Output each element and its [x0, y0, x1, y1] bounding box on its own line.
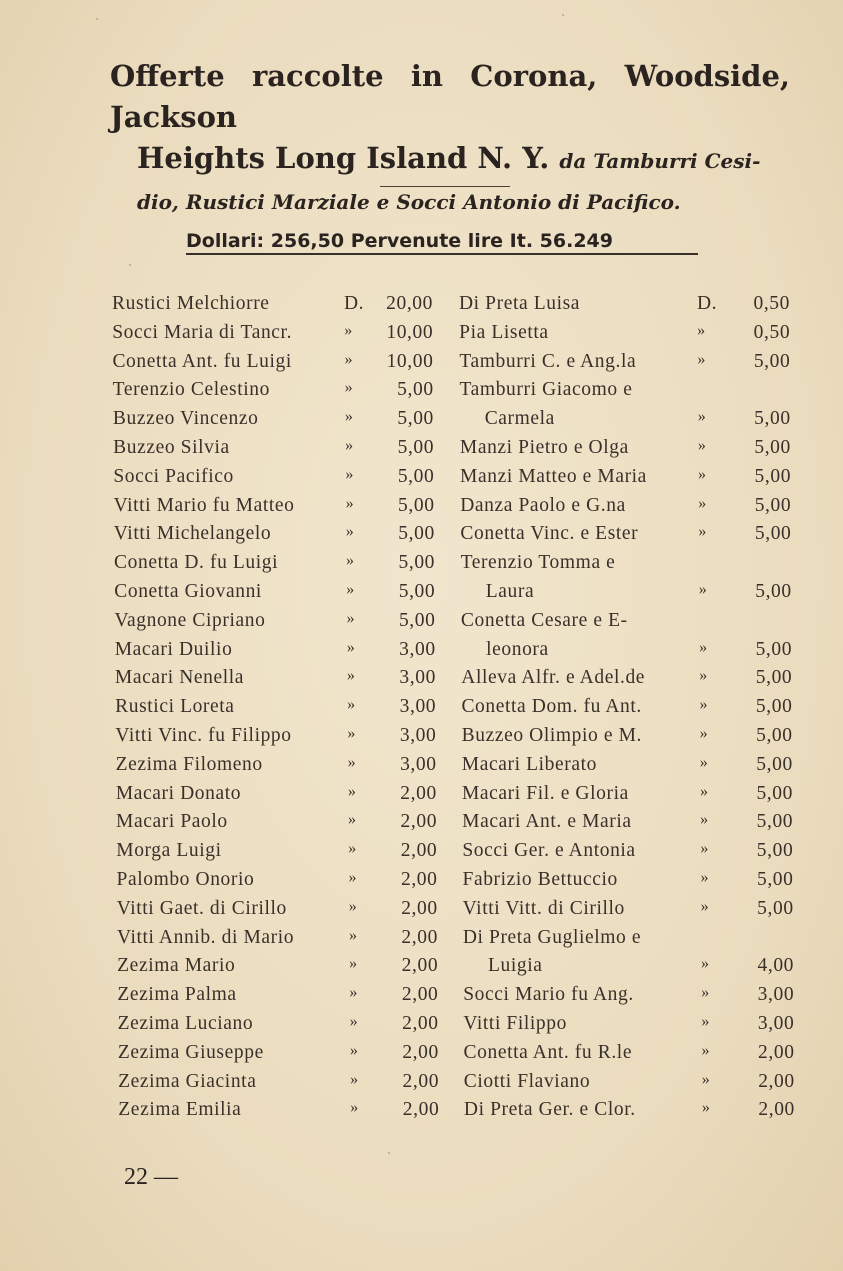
ditto-mark: »: [348, 926, 358, 944]
right-list-item: [0, 898, 843, 927]
donor-name: Danza Paolo e G.na: [460, 494, 626, 516]
ditto-mark: D.: [697, 293, 718, 314]
ditto-mark: »: [347, 782, 357, 800]
donation-amount: 20,00: [386, 293, 433, 314]
donor-name: Di Preta Luisa: [459, 293, 581, 314]
donor-name: Macari Donato: [115, 782, 242, 804]
donor-name: Vitti Gaet. di Cirillo: [116, 897, 287, 919]
donation-amount: 5,00: [754, 465, 792, 487]
donor-name: Vitti Mario fu Matteo: [113, 494, 295, 516]
donor-name: Ciotti Flaviano: [463, 1070, 591, 1092]
donor-name: Macari Liberato: [461, 753, 597, 775]
donor-name: Vagnone Cipriano: [114, 609, 266, 631]
donor-name: Zezima Filomeno: [115, 753, 263, 775]
donation-amount: 5,00: [754, 408, 791, 430]
donor-name: Zezima Palma: [117, 984, 237, 1006]
donation-amount: 2,00: [401, 897, 438, 919]
ditto-mark: »: [348, 840, 357, 858]
ditto-mark: »: [345, 437, 354, 454]
ditto-mark: »: [345, 465, 354, 483]
right-list-item: [0, 466, 843, 495]
ditto-mark: »: [346, 581, 355, 598]
donation-amount: 3,00: [399, 667, 436, 689]
ditto-mark: »: [346, 638, 356, 656]
donation-amount: 4,00: [757, 955, 795, 977]
donation-amount: 3,00: [399, 638, 436, 660]
right-list-item: [0, 552, 843, 581]
ditto-mark: »: [697, 408, 707, 426]
ditto-mark: »: [346, 552, 355, 570]
ditto-mark: »: [348, 869, 358, 886]
donation-amount: 2,00: [758, 1099, 795, 1121]
ditto-mark: »: [344, 379, 354, 397]
donation-amount: 5,00: [756, 782, 793, 804]
donor-name: Morga Luigi: [116, 840, 222, 862]
donation-amount: 3,00: [400, 753, 437, 775]
donation-amount: 2,00: [400, 811, 438, 833]
donor-name: Vitti Vinc. fu Filippo: [115, 725, 292, 746]
ditto-mark: »: [344, 350, 354, 368]
donor-name: Luigia: [488, 955, 543, 977]
ditto-mark: »: [699, 638, 708, 656]
donor-name: Terenzio Tomma e: [460, 552, 616, 574]
ditto-mark: »: [701, 1041, 711, 1059]
ditto-mark: »: [701, 955, 710, 973]
donation-amount: 2,00: [402, 1013, 439, 1034]
right-list-item: [0, 495, 843, 524]
ditto-mark: »: [699, 696, 709, 714]
ditto-mark: »: [701, 984, 710, 1002]
ditto-mark: »: [699, 725, 709, 742]
donation-amount: 5,00: [755, 667, 793, 689]
ditto-mark: »: [349, 955, 358, 973]
donor-name: Macari Ant. e Maria: [462, 811, 632, 833]
donor-name: Vitti Annib. di Mario: [116, 926, 295, 948]
donor-name: Palombo Onorio: [116, 869, 255, 890]
donation-amount: 3,00: [399, 725, 437, 746]
right-list-item: [0, 667, 843, 696]
donation-amount: 5,00: [756, 811, 794, 833]
donor-name: Fabrizio Bettuccio: [462, 869, 618, 890]
donor-name: Di Preta Ger. e Clor.: [463, 1099, 636, 1121]
donor-name: Buzzeo Olimpio e M.: [461, 725, 642, 746]
title-line-2-bold: Heights Long Island N. Y.: [137, 141, 550, 175]
right-list-item: [0, 811, 843, 840]
title-line-1: Offerte raccolte in Corona, Woodside, Jackson: [110, 59, 790, 134]
donation-amount: 2,00: [400, 782, 437, 804]
donation-amount: 3,00: [399, 696, 437, 718]
ditto-mark: »: [700, 897, 710, 915]
donor-name: Zezima Luciano: [117, 1013, 254, 1034]
donor-name: Conetta Vinc. e Ester: [460, 523, 639, 545]
donor-name: Zezima Giacinta: [118, 1070, 257, 1092]
donation-amount: 2,00: [402, 1041, 439, 1063]
donor-name: Laura: [485, 581, 535, 602]
donor-name: Manzi Matteo e Maria: [460, 465, 647, 487]
right-list-item: [0, 783, 843, 812]
right-list-item: [0, 840, 843, 869]
donor-name: Conetta Giovanni: [114, 581, 262, 602]
total-summary: Dollari: 256,50 Pervenute lire It. 56.249: [186, 230, 698, 255]
ditto-mark: »: [698, 581, 708, 598]
donor-name: Conetta Dom. fu Ant.: [461, 696, 642, 718]
ditto-mark: »: [344, 321, 353, 339]
donor-name: Socci Ger. e Antonia: [462, 840, 636, 862]
title-line-2-italic: da Tamburri Cesi-: [559, 149, 761, 173]
donor-name: Macari Duilio: [114, 638, 233, 660]
donation-amount: 0,50: [753, 321, 791, 343]
right-list-item: [0, 379, 843, 408]
right-list-item: [0, 581, 843, 610]
ditto-mark: »: [699, 753, 709, 771]
right-list-item: [0, 610, 843, 639]
donation-amount: 2,00: [401, 984, 439, 1006]
ditto-mark: »: [700, 840, 709, 858]
donation-amount: 2,00: [402, 1099, 440, 1121]
donation-amount: 3,00: [757, 984, 795, 1006]
title-line-3: dio, Rustici Marziale e Socci Antonio di Pacifico.: [137, 190, 681, 214]
ditto-mark: »: [345, 494, 355, 512]
donation-amount: 2,00: [401, 955, 439, 977]
donor-name: Socci Maria di Tancr.: [112, 321, 293, 343]
paper-speck: [388, 1152, 390, 1154]
donor-name: Zezima Mario: [117, 955, 236, 977]
donor-name: Buzzeo Silvia: [113, 437, 230, 458]
donation-amount: 2,00: [758, 1041, 795, 1063]
ditto-mark: »: [344, 408, 354, 426]
donation-amount: 5,00: [756, 725, 793, 746]
paper-speck: [96, 18, 98, 20]
ditto-mark: »: [697, 321, 706, 339]
separator-rule: [380, 186, 510, 187]
donation-amount: 5,00: [754, 437, 791, 458]
ditto-mark: »: [701, 1013, 710, 1030]
ditto-mark: »: [350, 1099, 359, 1117]
donation-amount: 5,00: [398, 552, 436, 574]
ditto-mark: »: [700, 869, 710, 886]
donor-name: Pia Lisetta: [459, 321, 549, 343]
right-list-item: [0, 984, 843, 1013]
donation-amount: 2,00: [402, 1070, 440, 1092]
donor-name: Macari Fil. e Gloria: [461, 782, 629, 804]
donor-name: Conetta Ant. fu R.le: [463, 1041, 633, 1063]
ditto-mark: »: [348, 811, 357, 829]
ditto-mark: »: [701, 1099, 711, 1117]
donation-amount: 5,00: [397, 465, 435, 487]
donation-amount: 5,00: [397, 379, 434, 401]
donor-name: Macari Paolo: [116, 811, 228, 833]
right-list-item: [0, 955, 843, 984]
right-list-item: [0, 639, 843, 668]
right-list-item: [0, 351, 843, 380]
donation-amount: 3,00: [757, 1013, 795, 1034]
donor-name: Socci Mario fu Ang.: [463, 984, 634, 1006]
ditto-mark: »: [349, 1013, 359, 1030]
paper-speck: [562, 14, 564, 16]
ditto-mark: »: [701, 1070, 711, 1088]
right-list-item: [0, 1099, 843, 1128]
donor-name: Socci Pacifico: [113, 465, 234, 487]
donation-amount: 0,50: [753, 293, 790, 314]
ditto-mark: »: [350, 1070, 359, 1088]
donor-name: Carmela: [484, 408, 555, 430]
ditto-mark: »: [697, 350, 706, 368]
right-list-item: [0, 322, 843, 351]
ditto-mark: »: [698, 494, 707, 512]
right-list-item: [0, 754, 843, 783]
ditto-mark: »: [349, 1041, 359, 1059]
title-line-2: [110, 138, 790, 182]
ditto-mark: »: [346, 667, 356, 685]
donation-amount: 5,00: [755, 638, 793, 660]
donation-amount: 5,00: [755, 696, 793, 718]
ditto-mark: »: [697, 437, 707, 454]
right-list-item: [0, 869, 843, 898]
donor-name: Alleva Alfr. e Adel.de: [461, 667, 646, 689]
donation-amount: 10,00: [386, 350, 434, 372]
right-list-item: [0, 1071, 843, 1100]
donor-name: Rustici Loreta: [115, 696, 235, 718]
ditto-mark: »: [698, 465, 707, 483]
page-number: 22 —: [124, 1164, 178, 1190]
donor-name: Vitti Michelangelo: [113, 523, 272, 545]
donor-name: Macari Nenella: [114, 667, 245, 689]
donation-amount: 5,00: [398, 581, 436, 602]
donor-name: Terenzio Celestino: [112, 379, 270, 401]
donation-amount: 10,00: [386, 321, 434, 343]
right-list-item: [0, 408, 843, 437]
donation-amount: 5,00: [756, 869, 794, 890]
donation-amount: 5,00: [398, 494, 435, 516]
page-title: [110, 56, 790, 223]
donation-amount: 5,00: [754, 523, 792, 545]
donor-name: Buzzeo Vincenzo: [112, 408, 259, 430]
donor-name: Zezima Emilia: [118, 1099, 242, 1121]
ditto-mark: »: [346, 609, 356, 627]
ditto-mark: »: [347, 696, 356, 714]
donation-amount: 2,00: [400, 840, 438, 862]
donor-name: Vitti Vitt. di Cirillo: [462, 897, 625, 919]
donor-name: leonora: [486, 638, 549, 660]
donation-amount: 5,00: [753, 350, 791, 372]
donation-amount: 2,00: [400, 869, 438, 890]
donor-name: Rustici Melchiorre: [112, 293, 270, 314]
donation-amount: 5,00: [757, 897, 794, 919]
donor-name: Tamburri Giacomo e: [459, 379, 633, 401]
donation-amount: 2,00: [758, 1070, 795, 1092]
right-list-item: [0, 927, 843, 956]
right-list-item: [0, 725, 843, 754]
ditto-mark: »: [700, 811, 709, 829]
donation-amount: 5,00: [398, 523, 435, 545]
right-list-item: [0, 523, 843, 552]
donation-amount: 5,00: [398, 609, 436, 631]
right-list-item: [0, 1013, 843, 1042]
donor-name: Tamburri C. e Ang.la: [459, 350, 637, 372]
donor-name: Vitti Filippo: [463, 1013, 567, 1034]
ditto-mark: »: [349, 984, 358, 1002]
donor-name: Conetta Ant. fu Luigi: [112, 350, 292, 372]
ditto-mark: »: [348, 897, 358, 915]
ditto-mark: »: [345, 523, 355, 541]
donor-name: Zezima Giuseppe: [117, 1041, 264, 1063]
donation-amount: 5,00: [397, 437, 435, 458]
right-list-item: [0, 293, 843, 322]
paper-speck: [129, 264, 131, 266]
right-list-item: [0, 437, 843, 466]
donation-amount: 5,00: [397, 408, 434, 430]
donation-amount: 5,00: [756, 753, 793, 775]
donation-amount: 5,00: [756, 840, 794, 862]
donor-name: Di Preta Guglielmo e: [462, 926, 642, 948]
donation-amount: 5,00: [755, 581, 792, 602]
donor-name: Manzi Pietro e Olga: [459, 437, 629, 458]
donor-name: Conetta D. fu Luigi: [114, 552, 279, 574]
ditto-mark: »: [347, 753, 357, 771]
ditto-mark: »: [699, 782, 709, 800]
ditto-mark: »: [698, 523, 707, 541]
ditto-mark: »: [699, 667, 708, 685]
donation-amount: 2,00: [401, 926, 438, 948]
donor-name: Conetta Cesare e E-: [460, 609, 628, 631]
donation-amount: 5,00: [754, 494, 792, 516]
ditto-mark: »: [347, 725, 356, 742]
right-list-item: [0, 696, 843, 725]
right-list-item: [0, 1042, 843, 1071]
ditto-mark: D.: [344, 293, 365, 314]
